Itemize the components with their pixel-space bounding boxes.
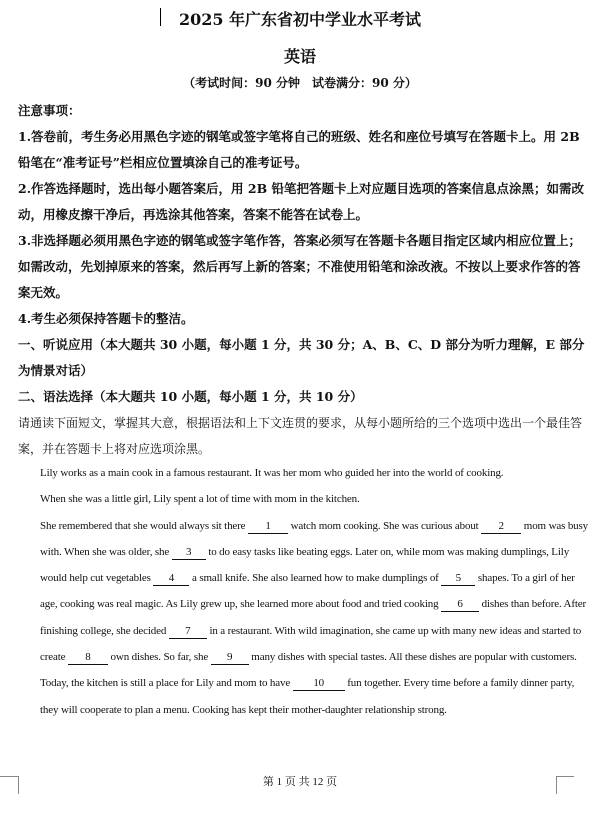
passage-text: a small knife. She also learned how to make dumplings of <box>189 572 442 585</box>
blank-9[interactable]: 9 <box>211 650 249 665</box>
blank-6[interactable]: 6 <box>441 597 479 612</box>
notes-section <box>18 98 588 332</box>
notes-heading: 注意事项： <box>18 103 81 118</box>
passage-paragraph-4 <box>18 670 588 723</box>
passage-text: mom was busy with. When she was older, she <box>40 519 589 558</box>
grammar-instructions <box>18 410 588 462</box>
passage-text: fun together. Every time before a family dinner party, they will cooperate to plan a menu. Cooking has kept their mother-daughter relationship strong. <box>40 677 575 716</box>
exam-info: （考试时间：90 分钟 试卷满分：90 分） <box>183 76 417 90</box>
blank-7[interactable]: 7 <box>169 624 207 639</box>
note-item-2: 2.作答选择题时，选出每小题答案后，用 2B 铅笔把答题卡上对应题目选项的答案信息点涂黑；如需改动，用橡皮擦干净后，再选涂其他答案，答案不能答在试卷上。 <box>18 181 585 222</box>
reading-passage <box>18 460 588 723</box>
blank-1[interactable]: 1 <box>248 519 288 534</box>
note-item-1: 1.答卷前，考生务必用黑色字迹的钢笔或签字笔将自己的班级、姓名和座位号填写在答题卡上。用 2B 铅笔在“准考证号”栏相应位置填涂自己的准考证号。 <box>18 129 580 170</box>
exam-title: 2025 年广东省初中学业水平考试 <box>178 10 422 29</box>
blank-10[interactable]: 10 <box>293 676 345 691</box>
passage-paragraph-2: When she was a little girl, Lily spent a lot of time with mom in the kitchen. <box>40 493 360 506</box>
blank-8[interactable]: 8 <box>68 650 108 665</box>
passage-paragraph-3 <box>18 513 588 671</box>
blank-5[interactable]: 5 <box>441 571 475 586</box>
section-listening: 一、听说应用（本大题共 30 小题，每小题 1 分，共 30 分；A、B、C、D 部分为听力理解，E 部分为情景对话） <box>18 337 585 378</box>
passage-text: to do easy tasks like beating eggs. Later on, while mom was making dumplings, Lily would help cut vegetables <box>40 545 570 585</box>
passage-text: dishes than before. After finishing college, she decided <box>40 598 587 637</box>
passage-text: many dishes with special tastes. All these dishes are popular with customers. <box>248 651 577 664</box>
passage-text: own dishes. So far, she <box>107 651 211 664</box>
passage-text: shapes. To a girl of her age, cooking was real magic. As Lily grew up, she learned more about food and tried cooking <box>40 572 575 611</box>
blank-4[interactable]: 4 <box>153 571 189 586</box>
blank-2[interactable]: 2 <box>481 519 521 534</box>
passage-text: Today, the kitchen is still a place for Lily and mom to have <box>40 677 293 690</box>
passage-text: She remembered that she would always sit there <box>40 519 248 532</box>
note-item-4: 4.考生必须保持答题卡的整洁。 <box>18 311 194 326</box>
subject-title: 英语 <box>283 47 316 66</box>
page-number: 第 1 页 共 12 页 <box>262 776 338 788</box>
instructions-text: 请通读下面短文，掌握其大意，根据语法和上下文连贯的要求，从每小题所给的三个选项中选出一个最佳答案，并在答题卡上将对应选项涂黑。 <box>18 416 583 456</box>
blank-3[interactable]: 3 <box>172 545 206 560</box>
section-headings <box>18 332 588 410</box>
note-item-3: 3.非选择题必须用黑色字迹的钢笔或签字笔作答，答案必须写在答题卡各题目指定区域内相应位置上；如需改动，先划掉原来的答案，然后再写上新的答案；不准使用铅笔和涂改液。不按以上要求作答的答案无效。 <box>18 233 582 300</box>
passage-text: watch mom cooking. She was curious about <box>288 519 482 532</box>
section-grammar: 二、语法选择（本大题共 10 小题，每小题 1 分，共 10 分） <box>18 389 363 404</box>
passage-text: in a restaurant. With wild imagination, she came up with many new ideas and started to create <box>40 624 582 664</box>
passage-paragraph-1: Lily works as a main cook in a famous restaurant. It was her mom who guided her into the world of cooking. <box>40 467 504 479</box>
